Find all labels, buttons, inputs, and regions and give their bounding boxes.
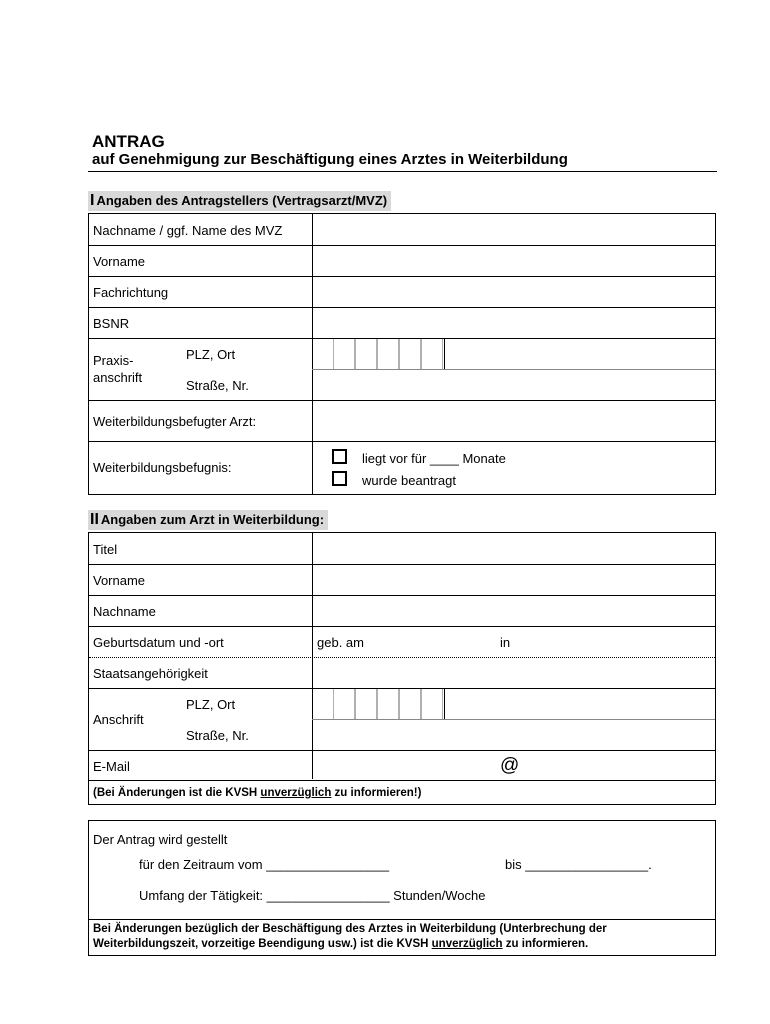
bis-field[interactable]: bis _________________. bbox=[505, 857, 652, 872]
label-email: E-Mail bbox=[93, 759, 130, 774]
input-nachname[interactable] bbox=[313, 596, 715, 626]
section3-note-line2 bbox=[93, 938, 588, 950]
input-ort[interactable] bbox=[445, 689, 715, 719]
label-strasse: Straße, Nr. bbox=[186, 728, 249, 743]
section3-box bbox=[88, 820, 716, 956]
label-nachname-mvz: Nachname / ggf. Name des MVZ bbox=[93, 223, 283, 238]
section2-heading bbox=[88, 510, 328, 530]
input-ort[interactable] bbox=[445, 339, 715, 369]
input-geburt[interactable] bbox=[379, 627, 715, 657]
label-geburt: Geburtsdatum und -ort bbox=[93, 635, 224, 650]
input-strasse[interactable] bbox=[313, 720, 715, 750]
label-bsnr: BSNR bbox=[93, 316, 130, 331]
label-wb-befugnis: Weiterbildungsbefugnis: bbox=[93, 460, 232, 475]
label-praxis-line2: anschrift bbox=[93, 370, 143, 385]
section2-note-emph: unverzüglich bbox=[260, 787, 332, 799]
section1-table bbox=[88, 213, 716, 495]
zeitraum-field[interactable]: für den Zeitraum vom _________________ bbox=[139, 857, 390, 872]
title-rule bbox=[88, 171, 717, 172]
label-praxis-line1: Praxis- bbox=[93, 353, 134, 368]
label-fachrichtung: Fachrichtung bbox=[93, 285, 169, 300]
section1-heading-text: Angaben des Antragstellers (Vertragsarzt/MVZ) bbox=[96, 193, 388, 208]
label-anschrift: Anschrift bbox=[93, 712, 144, 727]
input-titel[interactable] bbox=[313, 533, 715, 564]
label-beantragt: wurde beantragt bbox=[362, 473, 456, 488]
input-vorname[interactable] bbox=[313, 246, 715, 276]
label-wb-arzt: Weiterbildungsbefugter Arzt: bbox=[93, 414, 257, 429]
label-strasse: Straße, Nr. bbox=[186, 378, 249, 393]
input-vorname[interactable] bbox=[313, 565, 715, 595]
input-strasse[interactable] bbox=[313, 370, 715, 400]
label-in: in bbox=[500, 635, 511, 650]
section2-heading-text: Angaben zum Arzt in Weiterbildung: bbox=[100, 512, 325, 527]
section2-note bbox=[93, 787, 421, 799]
section3-note-line1: Bei Änderungen bezüglich der Beschäftigung des Arztes in Weiterbildung (Unterbrechung der bbox=[93, 923, 607, 935]
form-title: ANTRAG bbox=[92, 132, 165, 151]
input-nachname-mvz[interactable] bbox=[313, 214, 715, 245]
label-staat: Staatsangehörigkeit bbox=[93, 666, 208, 681]
section3-note-line2-emph: unverzüglich bbox=[431, 938, 503, 950]
section2-note-pre: (Bei Änderungen ist die KVSH bbox=[93, 787, 261, 799]
input-email[interactable] bbox=[313, 751, 715, 780]
section3-note-line2-pre: Weiterbildungszeit, vorzeitige Beendigung usw.) ist die KVSH bbox=[93, 938, 432, 950]
plz-digit-cells[interactable] bbox=[333, 689, 443, 719]
section3-intro: Der Antrag wird gestellt bbox=[93, 832, 228, 847]
section3-divider bbox=[89, 919, 715, 920]
section3-note-line2-post: zu informieren. bbox=[502, 938, 589, 950]
input-bsnr[interactable] bbox=[313, 308, 715, 338]
section2-table bbox=[88, 532, 716, 805]
input-staat[interactable] bbox=[313, 658, 715, 688]
label-vorname: Vorname bbox=[93, 254, 146, 269]
input-wb-arzt[interactable] bbox=[313, 401, 715, 441]
label-plz-ort: PLZ, Ort bbox=[186, 697, 236, 712]
form-subtitle: auf Genehmigung zur Beschäftigung eines Arztes in Weiterbildung bbox=[92, 151, 568, 168]
section1-heading bbox=[88, 191, 391, 211]
umfang-field[interactable]: Umfang der Tätigkeit: _________________ Stunden/Woche bbox=[139, 888, 486, 903]
checkbox-beantragt[interactable] bbox=[332, 471, 347, 486]
label-titel: Titel bbox=[93, 542, 118, 557]
section2-number: II bbox=[90, 511, 99, 528]
label-liegt-vor: liegt vor für ____ Monate bbox=[362, 451, 506, 466]
label-nachname: Nachname bbox=[93, 604, 156, 619]
label-geb-am: geb. am bbox=[317, 635, 364, 650]
plz-digit-cells[interactable] bbox=[333, 339, 443, 369]
row-divider bbox=[89, 441, 715, 442]
input-fachrichtung[interactable] bbox=[313, 277, 715, 307]
section1-number: I bbox=[90, 192, 95, 209]
section2-note-post: zu informieren!) bbox=[331, 787, 422, 799]
at-symbol: @ bbox=[500, 755, 520, 776]
row-divider bbox=[89, 780, 715, 781]
label-vorname: Vorname bbox=[93, 573, 146, 588]
checkbox-liegt-vor[interactable] bbox=[332, 449, 347, 464]
label-plz-ort: PLZ, Ort bbox=[186, 347, 236, 362]
